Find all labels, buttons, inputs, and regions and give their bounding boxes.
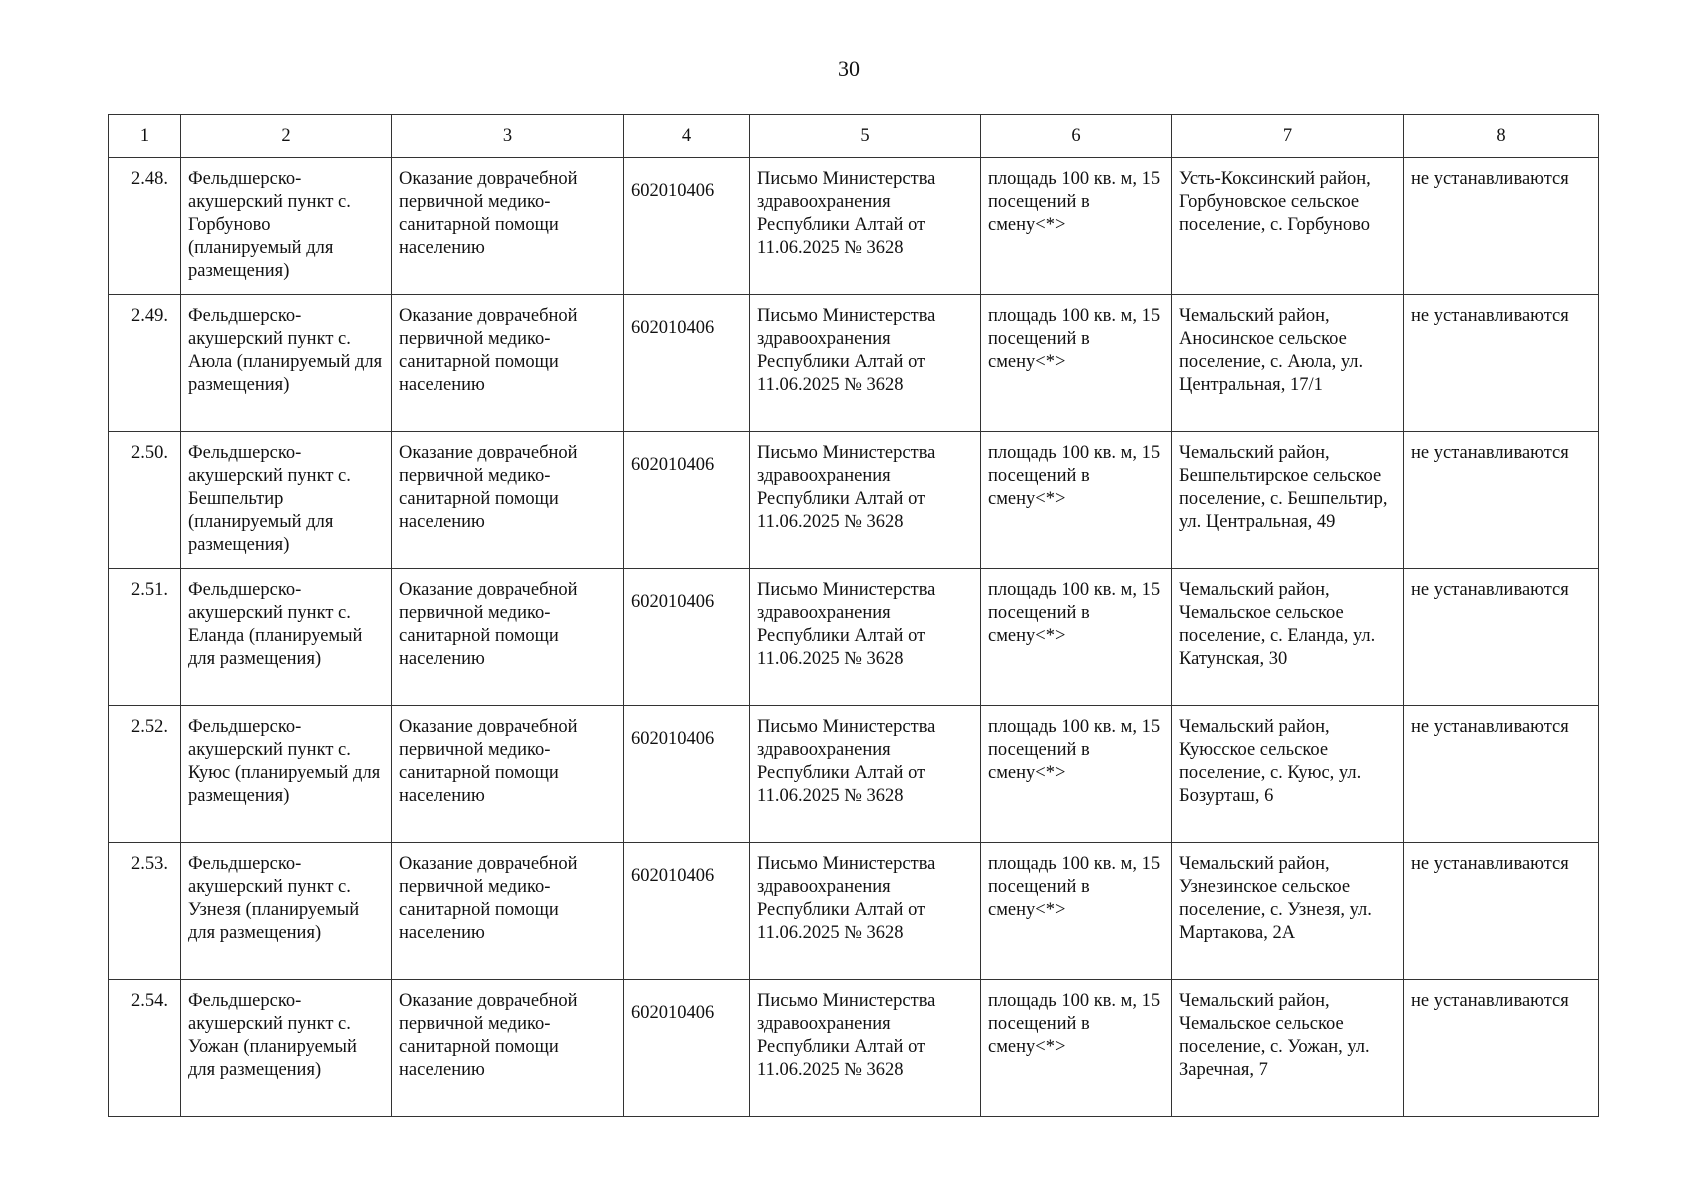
column-header: 4 [624, 115, 750, 158]
facility-basis: Письмо Министерства здравоохранения Республики Алтай от 11.06.2025 № 3628 [750, 706, 981, 843]
facility-code: 602010406 [624, 706, 750, 843]
facility-characteristics: площадь 100 кв. м, 15 посещений в смену<*> [981, 843, 1172, 980]
facility-location: Чемальский район, Чемальское сельское поселение, с. Еланда, ул. Катунская, 30 [1172, 569, 1404, 706]
facility-location: Усть-Коксинский район, Горбуновское сельское поселение, с. Горбуново [1172, 158, 1404, 295]
facility-code: 602010406 [624, 980, 750, 1117]
facility-location: Чемальский район, Чемальское сельское поселение, с. Уожан, ул. Заречная, 7 [1172, 980, 1404, 1117]
facility-characteristics: площадь 100 кв. м, 15 посещений в смену<*> [981, 706, 1172, 843]
column-header: 2 [181, 115, 392, 158]
facility-name: Фельдшерско-акушерский пункт с. Куюс (планируемый для размещения) [181, 706, 392, 843]
column-header: 5 [750, 115, 981, 158]
facility-basis: Письмо Министерства здравоохранения Республики Алтай от 11.06.2025 № 3628 [750, 295, 981, 432]
facility-zones: не устанавливаются [1404, 980, 1599, 1117]
facility-location: Чемальский район, Узнезинское сельское поселение, с. Узнезя, ул. Мартакова, 2А [1172, 843, 1404, 980]
table-row [109, 432, 1599, 569]
facility-purpose: Оказание доврачебной первичной медико-санитарной помощи населению [392, 432, 624, 569]
table-row [109, 706, 1599, 843]
row-number: 2.54. [109, 980, 181, 1117]
facility-location: Чемальский район, Куюсское сельское поселение, с. Куюс, ул. Бозурташ, 6 [1172, 706, 1404, 843]
facility-purpose: Оказание доврачебной первичной медико-санитарной помощи населению [392, 158, 624, 295]
facility-purpose: Оказание доврачебной первичной медико-санитарной помощи населению [392, 980, 624, 1117]
row-number: 2.48. [109, 158, 181, 295]
facility-characteristics: площадь 100 кв. м, 15 посещений в смену<*> [981, 158, 1172, 295]
facility-zones: не устанавливаются [1404, 843, 1599, 980]
facility-name: Фельдшерско-акушерский пункт с. Бешпельтир (планируемый для размещения) [181, 432, 392, 569]
page-number: 30 [838, 56, 860, 81]
facility-zones: не устанавливаются [1404, 706, 1599, 843]
column-header: 7 [1172, 115, 1404, 158]
header-row [109, 115, 1599, 158]
row-number: 2.53. [109, 843, 181, 980]
column-header: 3 [392, 115, 624, 158]
column-header: 6 [981, 115, 1172, 158]
facility-name: Фельдшерско-акушерский пункт с. Уожан (планируемый для размещения) [181, 980, 392, 1117]
facility-zones: не устанавливаются [1404, 158, 1599, 295]
table-row [109, 843, 1599, 980]
facility-characteristics: площадь 100 кв. м, 15 посещений в смену<*> [981, 432, 1172, 569]
facility-zones: не устанавливаются [1404, 569, 1599, 706]
facility-code: 602010406 [624, 843, 750, 980]
facility-code: 602010406 [624, 569, 750, 706]
table-row [109, 569, 1599, 706]
facility-code: 602010406 [624, 158, 750, 295]
facility-zones: не устанавливаются [1404, 295, 1599, 432]
facilities-table [108, 114, 1599, 1117]
row-number: 2.51. [109, 569, 181, 706]
facility-location: Чемальский район, Бешпельтирское сельское поселение, с. Бешпельтир, ул. Центральная, 49 [1172, 432, 1404, 569]
table-row [109, 158, 1599, 295]
table-row [109, 295, 1599, 432]
facility-characteristics: площадь 100 кв. м, 15 посещений в смену<*> [981, 295, 1172, 432]
facility-purpose: Оказание доврачебной первичной медико-санитарной помощи населению [392, 569, 624, 706]
facility-basis: Письмо Министерства здравоохранения Республики Алтай от 11.06.2025 № 3628 [750, 569, 981, 706]
facility-basis: Письмо Министерства здравоохранения Республики Алтай от 11.06.2025 № 3628 [750, 843, 981, 980]
facility-name: Фельдшерско-акушерский пункт с. Аюла (планируемый для размещения) [181, 295, 392, 432]
facility-basis: Письмо Министерства здравоохранения Республики Алтай от 11.06.2025 № 3628 [750, 158, 981, 295]
row-number: 2.52. [109, 706, 181, 843]
facility-code: 602010406 [624, 432, 750, 569]
facility-zones: не устанавливаются [1404, 432, 1599, 569]
column-header: 1 [109, 115, 181, 158]
row-number: 2.49. [109, 295, 181, 432]
facility-purpose: Оказание доврачебной первичной медико-санитарной помощи населению [392, 295, 624, 432]
facility-basis: Письмо Министерства здравоохранения Республики Алтай от 11.06.2025 № 3628 [750, 432, 981, 569]
facility-name: Фельдшерско-акушерский пункт с. Еланда (планируемый для размещения) [181, 569, 392, 706]
facility-characteristics: площадь 100 кв. м, 15 посещений в смену<*> [981, 980, 1172, 1117]
facility-name: Фельдшерско-акушерский пункт с. Узнезя (планируемый для размещения) [181, 843, 392, 980]
column-header: 8 [1404, 115, 1599, 158]
facility-basis: Письмо Министерства здравоохранения Республики Алтай от 11.06.2025 № 3628 [750, 980, 981, 1117]
facility-purpose: Оказание доврачебной первичной медико-санитарной помощи населению [392, 706, 624, 843]
table-row [109, 980, 1599, 1117]
facility-characteristics: площадь 100 кв. м, 15 посещений в смену<*> [981, 569, 1172, 706]
facility-code: 602010406 [624, 295, 750, 432]
facility-name: Фельдшерско-акушерский пункт с. Горбуново (планируемый для размещения) [181, 158, 392, 295]
facility-location: Чемальский район, Аносинское сельское поселение, с. Аюла, ул. Центральная, 17/1 [1172, 295, 1404, 432]
facility-purpose: Оказание доврачебной первичной медико-санитарной помощи населению [392, 843, 624, 980]
row-number: 2.50. [109, 432, 181, 569]
